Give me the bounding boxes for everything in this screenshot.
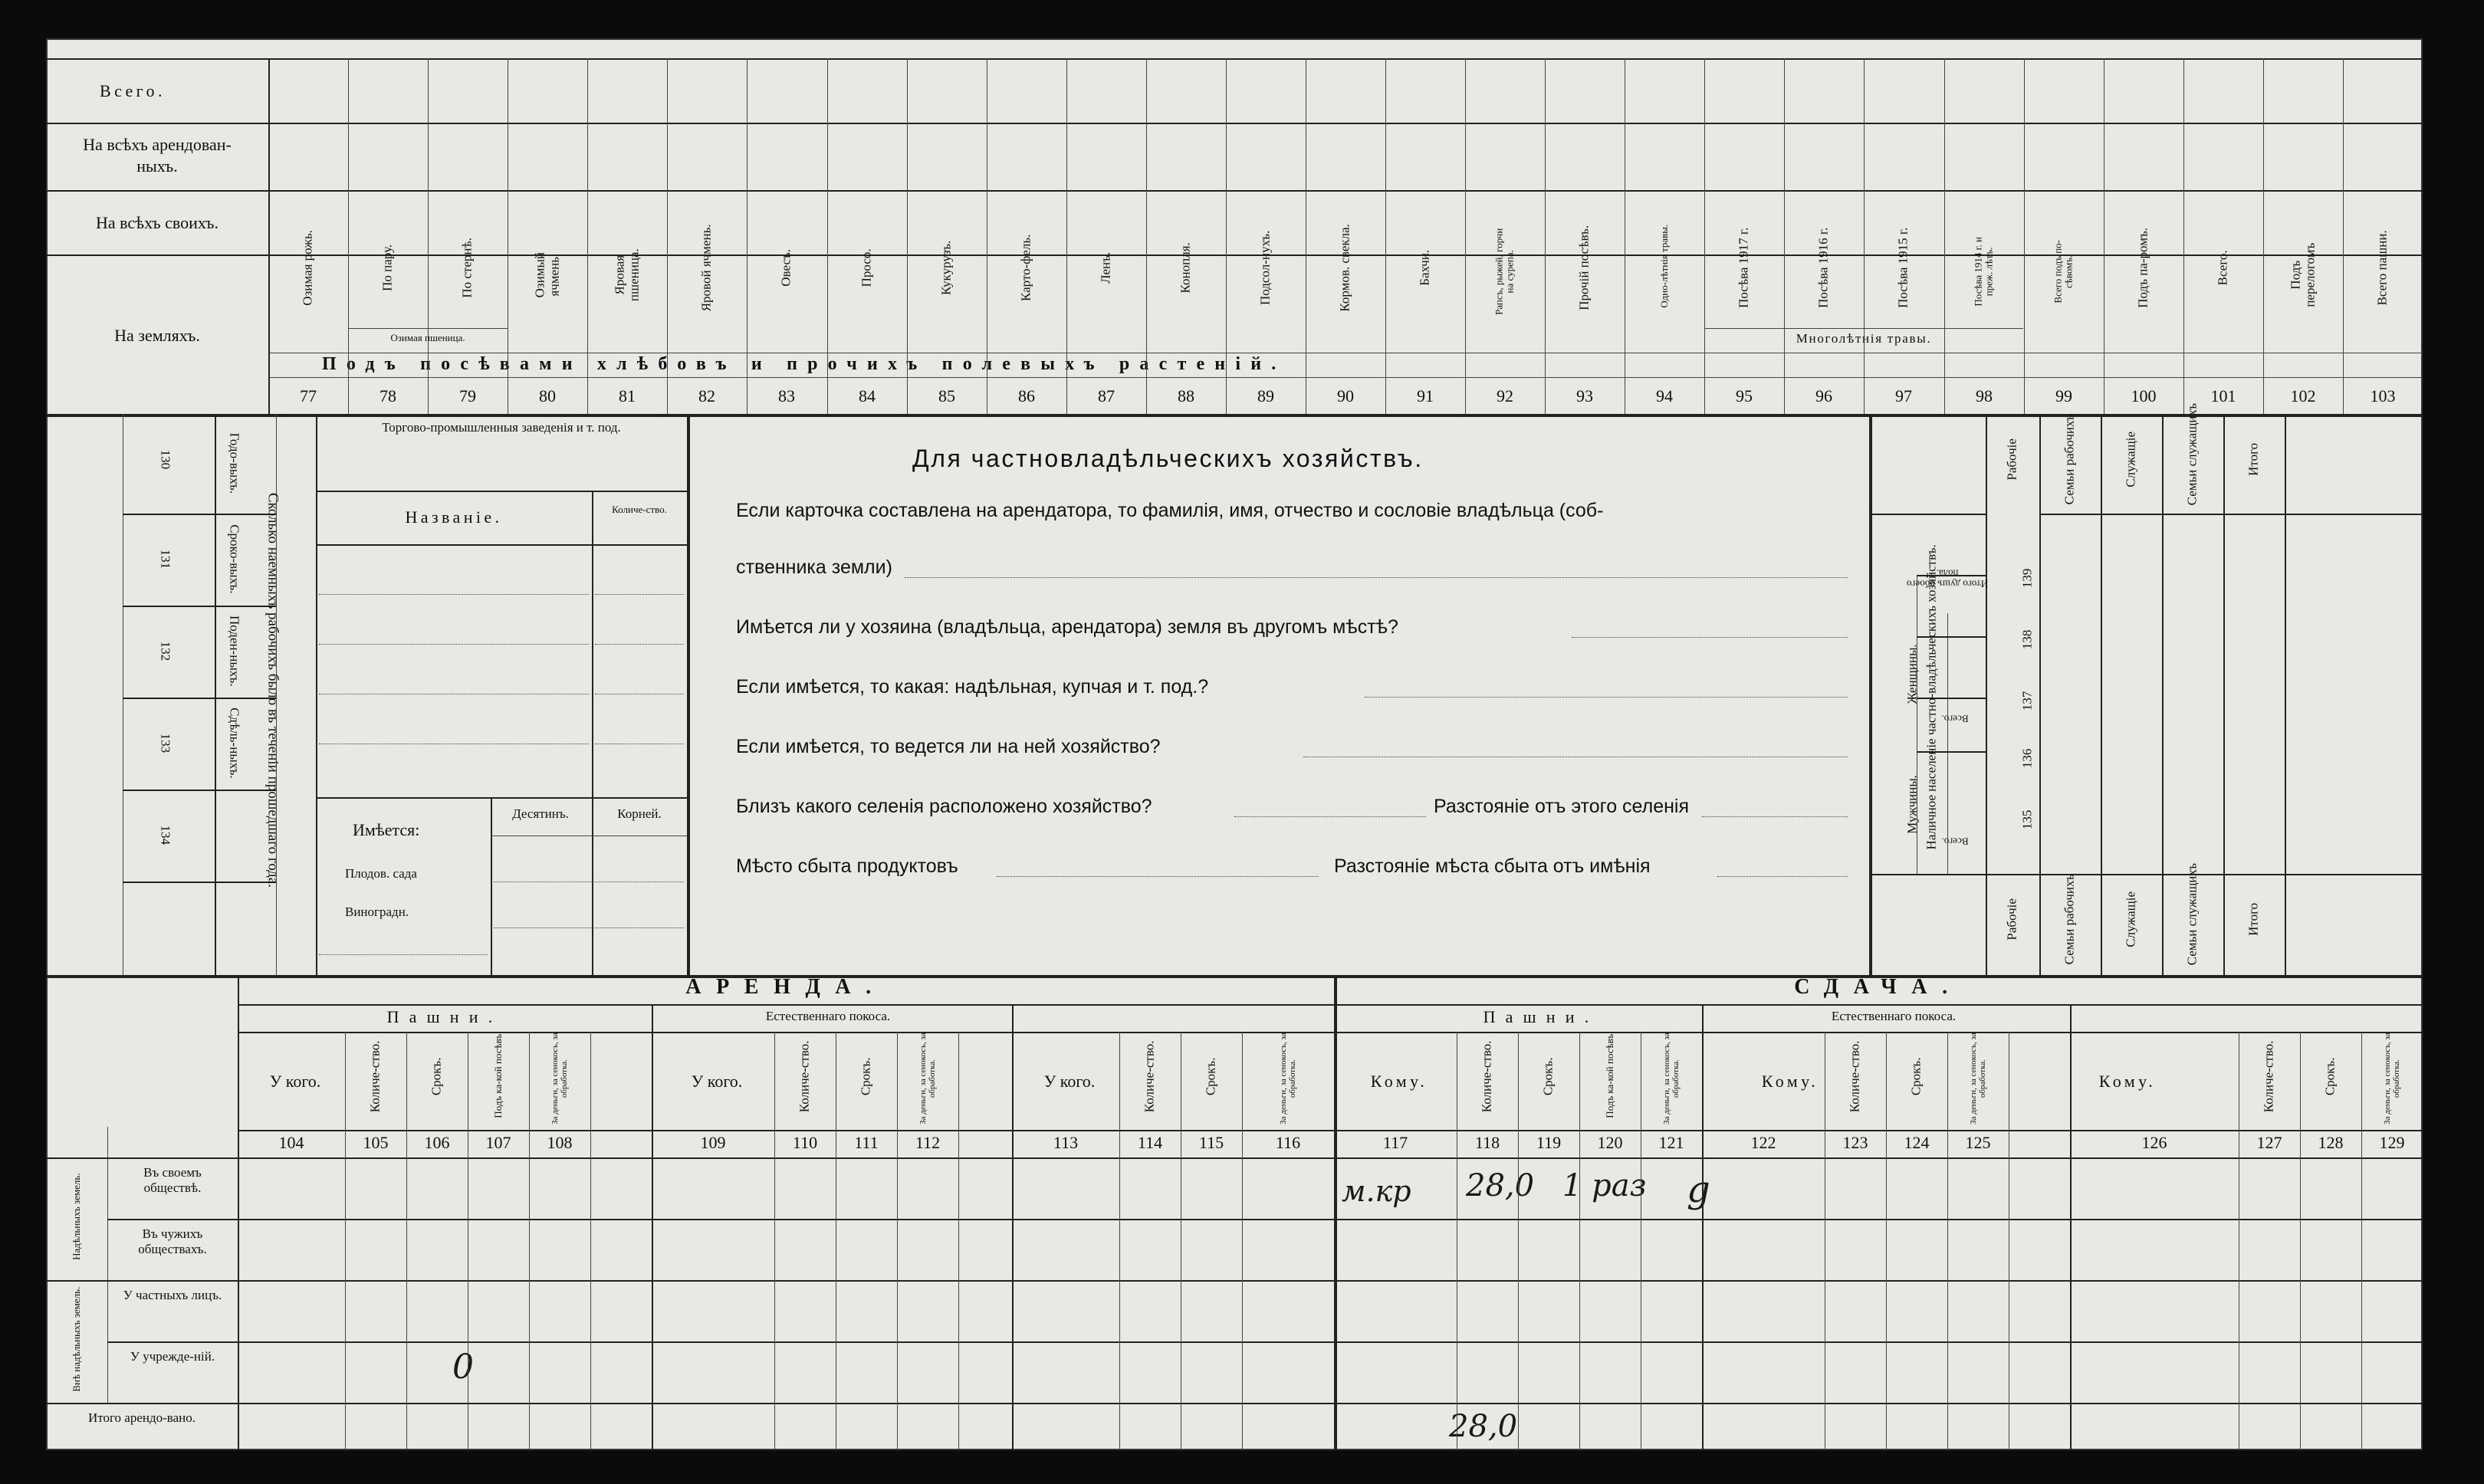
lease-col-line — [345, 1032, 346, 1450]
crop-col-line — [1066, 58, 1067, 414]
lease-group-line — [1702, 1004, 1704, 1450]
crop-col-number: 98 — [1976, 386, 1993, 405]
lease-col-number: 118 — [1474, 1133, 1500, 1152]
crop-col-header: По стернѣ. — [459, 238, 475, 298]
has-label: Имѣется: — [353, 820, 420, 839]
col-total: Итого — [2246, 442, 2261, 476]
col-workers: Рабочіе — [2004, 438, 2019, 481]
crop-col-header: Яровой ячмень. — [698, 224, 714, 312]
crop-col-number: 102 — [2290, 386, 2316, 405]
question-land-type: Если имѣется, то какая: надѣльная, купчая и т. под.? — [736, 676, 1209, 698]
population-label: Наличное населеніе частно-владѣльческихъ хозяйствъ. — [1924, 544, 1939, 850]
crop-col-header: Озимый ячмень. — [532, 252, 561, 298]
winter-wheat-group: Озимая пшеница. — [390, 332, 465, 343]
lease-subheader: За деньги, за сенокосъ, за обработка. — [550, 1033, 569, 1124]
row-total-leased: Итого арендо-вано. — [88, 1410, 196, 1425]
lease-subheader: Срокъ. — [429, 1057, 444, 1096]
crop-col-line — [1944, 58, 1945, 414]
crop-col-number: 85 — [938, 386, 955, 405]
crop-col-number: 100 — [2131, 386, 2157, 405]
lease-col-number: 104 — [278, 1133, 304, 1152]
lease-subheader: Срокъ. — [1908, 1057, 1924, 1096]
crop-col-line — [348, 58, 349, 414]
hw-mark: 0 — [452, 1348, 474, 1387]
lease-col-number: 120 — [1597, 1133, 1623, 1152]
lease-subheader: Количе-ство. — [797, 1040, 812, 1113]
lease-col-number: 109 — [700, 1133, 726, 1152]
lease-group-line — [652, 1004, 653, 1450]
crop-col-header: Кормов. свекла. — [1337, 224, 1352, 312]
lease-col-number: 110 — [792, 1133, 818, 1152]
col-worker-families: Семьи рабочихъ — [2062, 414, 2077, 505]
lease-col-line — [2361, 1032, 2362, 1450]
lease-col-number: 108 — [547, 1133, 573, 1152]
crop-col-number: 90 — [1337, 386, 1354, 405]
women-total: Всего. — [1941, 713, 1969, 725]
lease-col-number: 107 — [485, 1133, 511, 1152]
row-private-persons: У частныхъ лицъ. — [123, 1288, 222, 1302]
lease-col-line — [1579, 1032, 1580, 1450]
crop-col-number: 81 — [619, 386, 636, 405]
lease-col-line — [1886, 1032, 1887, 1450]
label-annual: Годо-выхъ. — [227, 432, 242, 494]
lease-col-number: 105 — [363, 1133, 389, 1152]
crop-col-line — [1545, 58, 1546, 414]
crop-col-number: 93 — [1576, 386, 1593, 405]
crop-col-header: Ленъ. — [1098, 251, 1113, 284]
lease-group-line — [1012, 1004, 1014, 1450]
lease-col-number: 119 — [1536, 1133, 1562, 1152]
crop-col-line — [268, 58, 270, 414]
trade-name-col: Названіе. — [405, 507, 503, 527]
crop-col-header: Всего подъ по-сѣвомъ. — [2052, 240, 2075, 304]
lease-col-number: 125 — [1965, 1133, 1991, 1152]
lease-subheader: Срокъ. — [1540, 1057, 1556, 1096]
lease-subheader: Количе-ство. — [2261, 1040, 2276, 1113]
crop-col-line — [667, 58, 668, 414]
crop-col-number: 84 — [859, 386, 876, 405]
orchard-label: Плодов. сада — [345, 866, 417, 881]
lease-col-line — [1518, 1032, 1519, 1450]
crop-col-line — [428, 58, 429, 414]
lease-col-number: 121 — [1658, 1133, 1684, 1152]
crop-col-line — [2343, 58, 2344, 414]
crop-col-number: 86 — [1018, 386, 1035, 405]
row-label-own: На всѣхъ своихъ. — [96, 213, 219, 232]
crop-banner: Подъ посѣвами хлѣбовъ и прочихъ полевыхъ растеній. — [322, 354, 1286, 374]
crop-col-line — [747, 58, 748, 414]
crop-col-header: Бахчи. — [1417, 249, 1432, 286]
crop-col-header: Посѣва 1916 г. — [1815, 227, 1831, 308]
crop-col-number: 96 — [1815, 386, 1832, 405]
num-133: 133 — [158, 733, 173, 753]
crop-col-number: 83 — [778, 386, 795, 405]
private-farms-title: Для частновладѣльческихъ хозяйствъ. — [912, 445, 1424, 472]
crop-col-line — [2183, 58, 2184, 414]
lease-subheader: Количе-ство. — [367, 1040, 383, 1113]
crop-col-header: Карто-фель. — [1018, 234, 1033, 302]
allotment-land-group: Надѣльныхъ земель. — [70, 1173, 82, 1260]
crop-col-line — [587, 58, 588, 414]
arenda-u-kogo-3: У кого. — [1043, 1072, 1096, 1091]
trade-title: Торгово-промышленныя заведенія и т. под. — [382, 420, 621, 435]
hw-srok: 1 раз — [1562, 1168, 1647, 1203]
crop-col-header: Посѣва 1917 г. — [1736, 227, 1751, 308]
crop-col-number: 92 — [1497, 386, 1513, 405]
num-137: 137 — [2019, 691, 2035, 711]
crop-col-header: Одно-лѣтнія травы. — [1658, 224, 1670, 308]
lease-col-number: 123 — [1842, 1133, 1868, 1152]
trade-qty-col: Количе-ство. — [612, 504, 667, 515]
row-label-lands: На земляхъ. — [114, 326, 200, 345]
lease-col-number: 115 — [1198, 1133, 1224, 1152]
lease-col-line — [774, 1032, 775, 1450]
crop-col-number: 99 — [2055, 386, 2072, 405]
lease-col-number: 111 — [854, 1133, 879, 1152]
lease-col-number: 122 — [1750, 1133, 1776, 1152]
desyatin-col: Десятинъ. — [512, 806, 569, 821]
crop-col-line — [1385, 58, 1386, 414]
crop-col-line — [1465, 58, 1466, 414]
men-label: Мужчины. — [1904, 774, 1920, 834]
label-daily: Поден-ныхъ. — [227, 616, 242, 687]
crop-col-header: По пару. — [380, 244, 395, 291]
lease-col-line — [897, 1032, 898, 1450]
num-130: 130 — [158, 449, 173, 470]
question-distance-market: Разстояніе мѣста сбыта отъ имѣнія — [1334, 855, 1651, 877]
crop-col-header: Озимая рожь. — [300, 230, 315, 306]
crop-col-line — [1784, 58, 1785, 414]
women-label: Женщины. — [1904, 644, 1920, 704]
num-139: 139 — [2019, 568, 2035, 589]
label-term: Сроко-выхъ. — [227, 524, 242, 594]
crop-col-line — [1146, 58, 1147, 414]
col-staff-families: Семьи служащихъ — [2184, 402, 2200, 506]
lease-subheader: Количе-ство. — [1142, 1040, 1157, 1113]
num-138: 138 — [2019, 629, 2035, 650]
lease-subheader: Подъ ка-кой посѣвъ. — [491, 1031, 504, 1118]
winter-wheat-line — [348, 328, 508, 329]
lease-subheader: За деньги, за сенокосъ, за обработка. — [2382, 1033, 2401, 1124]
lease-col-number: 124 — [1904, 1133, 1930, 1152]
lease-col-number: 117 — [1382, 1133, 1408, 1152]
crop-col-number: 88 — [1178, 386, 1194, 405]
lease-col-number: 106 — [424, 1133, 450, 1152]
arenda-u-kogo-2: У кого. — [691, 1072, 743, 1091]
crop-col-number: 95 — [1736, 386, 1753, 405]
lease-col-line — [590, 1032, 591, 1450]
lease-subheader: Количе-ство. — [1479, 1040, 1494, 1113]
lease-subheader: Количе-ство. — [1847, 1040, 1862, 1113]
row-label-leased-2: ныхъ. — [136, 156, 178, 176]
lease-col-line — [958, 1032, 959, 1450]
crop-col-number: 87 — [1098, 386, 1115, 405]
lease-subheader: За деньги, за сенокосъ, за обработка. — [918, 1033, 937, 1124]
hw-pod: g — [1687, 1168, 1710, 1211]
sdacha-pokosa: Естественнаго покоса. — [1831, 1009, 1957, 1023]
crop-col-header: Конопля. — [1178, 242, 1193, 294]
row-institutions: У учрежде-ній. — [130, 1349, 215, 1364]
question-other-land: Имѣется ли у хозяина (владѣльца, арендатора) земля въ другомъ мѣстѣ? — [736, 616, 1398, 638]
arenda-header: АРЕНДА. — [685, 975, 886, 999]
lease-col-number: 127 — [2256, 1133, 2282, 1152]
lease-col-number: 126 — [2141, 1133, 2167, 1152]
crop-col-number: 80 — [539, 386, 556, 405]
lease-col-number: 128 — [2318, 1133, 2344, 1152]
lease-subheader: Срокъ. — [1203, 1057, 1218, 1096]
total-souls: Итого душъ обоего пола. — [1906, 567, 1989, 590]
crop-col-header: Подъ перелогомъ — [2288, 242, 2317, 307]
lease-subheader: За деньги, за сенокосъ, за обработка. — [1661, 1033, 1681, 1124]
crop-col-number: 82 — [698, 386, 715, 405]
crop-col-line — [1704, 58, 1705, 414]
col-staff: Служащіе — [2123, 431, 2138, 488]
arenda-pokosa: Естественнаго покоса. — [765, 1009, 891, 1023]
crop-col-header: Просо. — [859, 248, 874, 287]
lease-col-line — [406, 1032, 407, 1450]
crop-col-header: Яровая пшеница. — [612, 248, 641, 302]
lease-subheader: За деньги, за сенокосъ, за обработка. — [1968, 1033, 1987, 1124]
question-owner-2: ственника земли) — [736, 556, 892, 578]
question-distance-village: Разстояніе отъ этого селенія — [1434, 796, 1690, 817]
sdacha-pashni: Пашни. — [1483, 1007, 1599, 1026]
crop-col-line — [2024, 58, 2025, 414]
lease-col-number: 113 — [1053, 1133, 1079, 1152]
lease-col-number: 112 — [915, 1133, 941, 1152]
lease-subheader: Срокъ. — [858, 1057, 873, 1096]
crop-col-number: 77 — [300, 386, 317, 405]
crop-col-number: 103 — [2370, 386, 2396, 405]
lease-subheader: Срокъ. — [2322, 1057, 2338, 1096]
perennial-line — [1704, 328, 2023, 329]
crop-col-header: Кукурузъ. — [938, 240, 954, 296]
lease-group-line — [2070, 1004, 2072, 1450]
col-staff-bottom: Служащіе — [2123, 891, 2138, 947]
men-total: Всего. — [1941, 836, 1969, 848]
num-131: 131 — [158, 549, 173, 570]
crop-col-number: 79 — [459, 386, 476, 405]
lease-col-line — [1242, 1032, 1243, 1450]
question-owner: Если карточка составлена на арендатора, то фамилія, имя, отчество и сословіе владѣльца (соб- — [736, 500, 1604, 521]
crop-col-line — [907, 58, 908, 414]
non-allotment-land-group: Внѣ надѣльныхъ земель. — [70, 1286, 82, 1392]
crop-col-number: 94 — [1656, 386, 1673, 405]
crop-col-number: 91 — [1417, 386, 1434, 405]
crop-col-line — [1864, 58, 1865, 414]
crop-col-header: Овесъ. — [778, 248, 794, 287]
hired-workers-label: Сколько наемныхъ рабочихъ было въ теченіи прошедшаго года. — [264, 492, 281, 888]
crop-col-line — [827, 58, 828, 414]
lease-col-line — [1947, 1032, 1948, 1450]
question-farmed: Если имѣется, то ведется ли на ней хозяйство? — [736, 736, 1161, 757]
num-134: 134 — [158, 825, 173, 845]
crop-col-header: Посѣва 1915 г. — [1895, 227, 1911, 308]
lease-col-number: 116 — [1275, 1133, 1301, 1152]
crop-col-header: Рапсъ, рыжей, горчи на сурепа. — [1493, 228, 1516, 315]
korney-col: Корней. — [617, 806, 662, 821]
crop-col-line — [1226, 58, 1227, 414]
sdacha-komu-1: Кому. — [1370, 1072, 1428, 1091]
crop-col-header: Всего. — [2215, 250, 2230, 286]
col-total-bottom: Итого — [2246, 902, 2261, 936]
row-label-total: Всего. — [100, 81, 166, 100]
lease-col-line — [2300, 1032, 2301, 1450]
arenda-u-kogo-1: У кого. — [269, 1072, 321, 1091]
crop-col-number: 78 — [380, 386, 396, 405]
num-132: 132 — [158, 641, 173, 662]
col-staff-families-bottom: Семьи служащихъ — [2184, 862, 2200, 966]
crop-col-number: 89 — [1257, 386, 1274, 405]
perennial-grasses-group: Многолѣтнія травы. — [1796, 331, 1932, 346]
crop-col-header: Посѣва 1914 г. и преж. лѣтъ. — [1972, 237, 1995, 307]
census-form-sheet — [46, 38, 2423, 1450]
row-label-leased: На всѣхъ арендован- — [83, 135, 232, 154]
crop-col-number: 97 — [1895, 386, 1912, 405]
hw-komu: м.кр — [1342, 1174, 1411, 1208]
crop-col-line — [2263, 58, 2264, 414]
question-village: Близъ какого селенія расположено хозяйство? — [736, 796, 1152, 817]
lease-col-line — [529, 1032, 530, 1450]
col-workers-bottom: Рабочіе — [2004, 898, 2019, 941]
question-market: Мѣсто сбыта продуктовъ — [736, 855, 958, 877]
col-worker-families-bottom: Семьи рабочихъ — [2062, 874, 2077, 965]
crop-col-number: 101 — [2210, 386, 2236, 405]
lease-subheader: Подъ ка-кой посѣвъ. — [1603, 1031, 1615, 1118]
sdacha-komu-2: Кому. — [1761, 1072, 1819, 1091]
lease-col-number: 129 — [2379, 1133, 2405, 1152]
num-135: 135 — [2019, 809, 2035, 830]
label-piecework: Сдѣль-ныхъ. — [227, 708, 242, 779]
num-136: 136 — [2019, 748, 2035, 769]
arenda-pashni: Пашни. — [386, 1007, 503, 1026]
sdacha-komu-3: Кому. — [2098, 1072, 2157, 1091]
crop-col-header: Подсол-нухъ. — [1257, 230, 1273, 306]
vineyard-label: Виноградн. — [345, 905, 409, 919]
crop-col-header: Подъ па-ромъ. — [2135, 227, 2150, 308]
crop-col-header: Прочій посѣвъ. — [1576, 225, 1592, 310]
lease-col-line — [1119, 1032, 1120, 1450]
lease-subheader: За деньги, за сенокосъ, за обработка. — [1278, 1033, 1297, 1124]
lease-col-number: 114 — [1137, 1133, 1163, 1152]
row-own-community: Въ своемъ обществѣ. — [143, 1165, 202, 1195]
row-other-communities: Въ чужихъ обществахъ. — [138, 1226, 207, 1256]
sdacha-header: СДАЧА. — [1794, 975, 1963, 999]
hw-total: 28,0 — [1449, 1409, 1518, 1444]
hw-qty: 28,0 — [1466, 1168, 1535, 1203]
crop-col-header: Всего пашни. — [2374, 230, 2390, 306]
